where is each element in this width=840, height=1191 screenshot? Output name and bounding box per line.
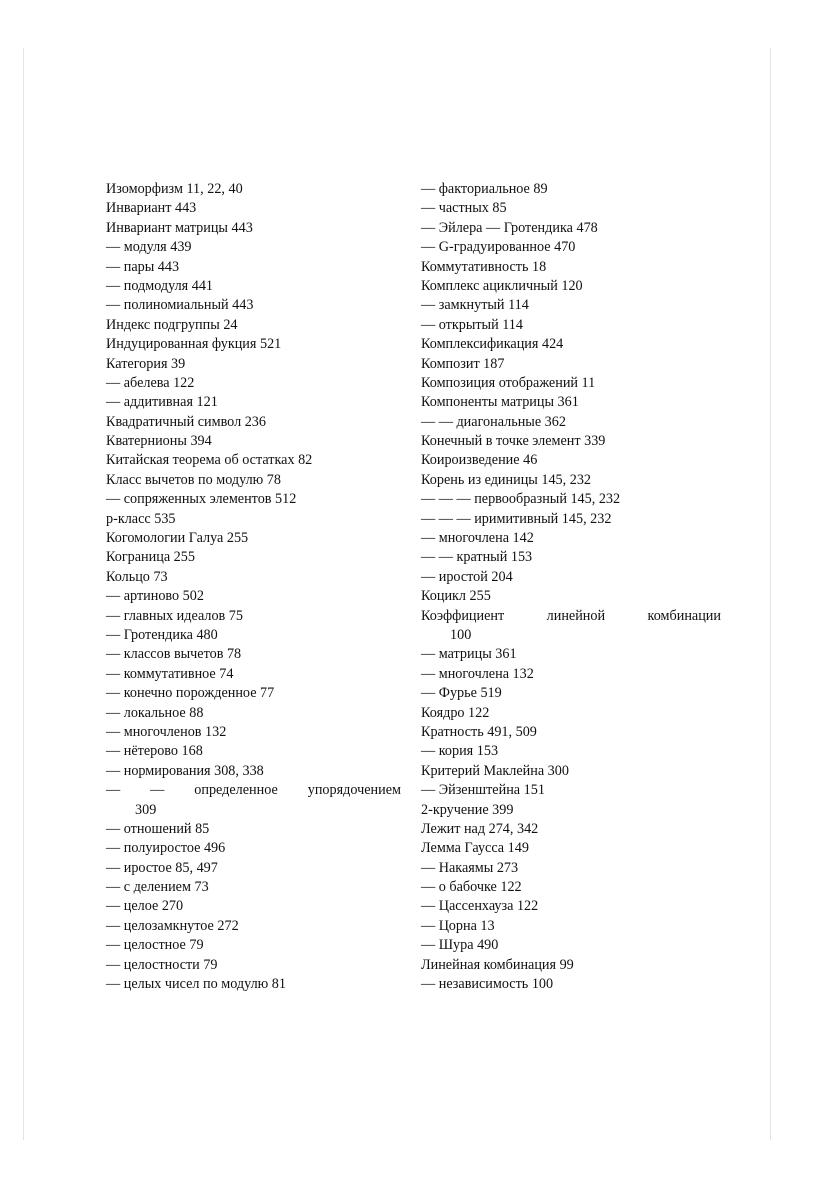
index-entry: Композит 187 (421, 355, 505, 372)
index-entry: Коммутативность 18 (421, 258, 547, 275)
index-entry: Класс вычетов по модулю 78 (106, 471, 281, 488)
index-entry: Квадратичный символ 236 (106, 413, 266, 430)
index-entry: — Накаямы 273 (421, 859, 519, 876)
index-entry: — частных 85 (421, 200, 507, 217)
index-entry: Конечный в точке элемент 339 (421, 433, 606, 450)
index-entry: — иростой 204 (421, 568, 513, 585)
index-entry: — Шура 490 (421, 937, 499, 954)
index-entry: Индекс подгруппы 24 (106, 316, 238, 333)
index-entry: — целостности 79 (106, 956, 218, 973)
index-entry: — G-градуированное 470 (421, 239, 576, 256)
index-entry: — Эйлера — Гротендика 478 (421, 219, 598, 236)
index-entry: — целое 270 (106, 898, 184, 915)
index-entry: Компоненты матрицы 361 (421, 394, 579, 411)
index-entry: — целостное 79 (106, 937, 204, 954)
index-entry: — факториальное 89 (421, 181, 548, 197)
index-entry-line: Коэффициент линейной комбинации (421, 607, 721, 624)
index-entry: Коядро 122 (421, 704, 490, 721)
index-entry: Кограница 255 (106, 549, 195, 566)
index-entry-page-continuation: 100 (450, 627, 472, 643)
index-entry: — конечно порожденное 77 (106, 685, 275, 702)
index-entry: — замкнутый 114 (421, 297, 529, 314)
index-entry: — нётерово 168 (106, 743, 203, 760)
index-entry: Лемма Гаусса 149 (421, 840, 529, 857)
page-border-right (770, 48, 771, 1140)
index-entry: Кратность 491, 509 (421, 723, 537, 740)
index-entry: — кория 153 (421, 743, 499, 760)
index-entry: Лежит над 274, 342 (421, 820, 539, 837)
index-entry: — многочлена 132 (421, 665, 534, 682)
index-entry: — Гротендика 480 (106, 626, 218, 643)
index-entry: — подмодуля 441 (106, 277, 214, 294)
index-entry: — сопряженных элементов 512 (106, 491, 297, 508)
index-entry: Индуцированная фукция 521 (106, 336, 282, 353)
index-entry: — полиномиальный 443 (106, 297, 254, 314)
index-entry: — независимость 100 (421, 976, 554, 993)
index-entry: — пары 443 (106, 258, 180, 275)
index-entry: — целозамкнутое 272 (106, 917, 239, 934)
index-entry: Коироизведение 46 (421, 452, 538, 469)
index-entry: Категория 39 (106, 355, 186, 372)
index-entry: — — диагональные 362 (421, 413, 566, 430)
index-entry: Инвариант матрицы 443 (106, 219, 253, 236)
index-entry: — аддитивная 121 (106, 394, 218, 411)
index-entry: — абелева 122 (106, 374, 195, 391)
index-entry: — — — иримитивный 145, 232 (421, 510, 612, 527)
index-entry: 2-кручение 399 (421, 801, 514, 818)
index-entry: Критерий Маклейна 300 (421, 762, 569, 779)
index-entry: — матрицы 361 (421, 646, 517, 663)
index-entry-page-continuation: 309 (135, 801, 157, 818)
index-entry-wrapped (421, 607, 721, 646)
index-entry: Композиция отображений 11 (421, 374, 596, 391)
index-entry: Китайская теорема об остатках 82 (106, 452, 313, 469)
index-entry-line: — — определенное упорядочением (106, 782, 401, 799)
index-entry: — Цорна 13 (421, 917, 495, 934)
index-entry: — отношений 85 (106, 820, 210, 837)
index-entry: — Фурье 519 (421, 685, 502, 702)
index-entry: — артиново 502 (106, 588, 204, 605)
index-entry: — иростое 85, 497 (106, 859, 218, 876)
index-entry: — классов вычетов 78 (106, 646, 242, 663)
index-entry: — коммутативное 74 (106, 665, 234, 682)
index-entry: Кватернионы 394 (106, 433, 212, 450)
index-entry-wrapped (106, 781, 401, 820)
index-entry: — полуиростое 496 (106, 840, 226, 857)
index-entry: — модуля 439 (106, 239, 192, 256)
index-entry: Инвариант 443 (106, 200, 197, 217)
index-entry: Комплексификация 424 (421, 336, 564, 353)
index-entry: Кольцо 73 (106, 568, 168, 585)
index-entry: — многочлена 142 (421, 530, 534, 547)
index-entry: Корень из единицы 145, 232 (421, 471, 592, 488)
index-entry: — о бабочке 122 (421, 879, 522, 896)
index-entry: — — — первообразный 145, 232 (421, 491, 621, 508)
index-entry: — многочленов 132 (106, 723, 227, 740)
index-entry: — Цассенхауза 122 (421, 898, 539, 915)
index-entry: Изоморфизм 11, 22, 40 (106, 181, 243, 197)
index-entry: Комплекс ацикличный 120 (421, 277, 583, 294)
index-entry: Линейная комбинация 99 (421, 956, 574, 973)
index-entry: — — кратный 153 (421, 549, 533, 566)
index-entry: — локальное 88 (106, 704, 204, 721)
index-entry: — нормирования 308, 338 (106, 762, 264, 779)
page-border-left (23, 48, 24, 1140)
index-column-right (421, 180, 721, 994)
index-entry: p-класс 535 (106, 510, 176, 527)
index-entry: — целых чисел по модулю 81 (106, 976, 286, 993)
index-column-left (106, 180, 401, 994)
index-entry: — открытый 114 (421, 316, 523, 333)
index-entry: — Эйзенштейна 151 (421, 782, 545, 799)
index-entry: — с делением 73 (106, 879, 209, 896)
index-entry: Когомологии Галуа 255 (106, 530, 249, 547)
index-entry: Коцикл 255 (421, 588, 491, 605)
index-entry: — главных идеалов 75 (106, 607, 243, 624)
